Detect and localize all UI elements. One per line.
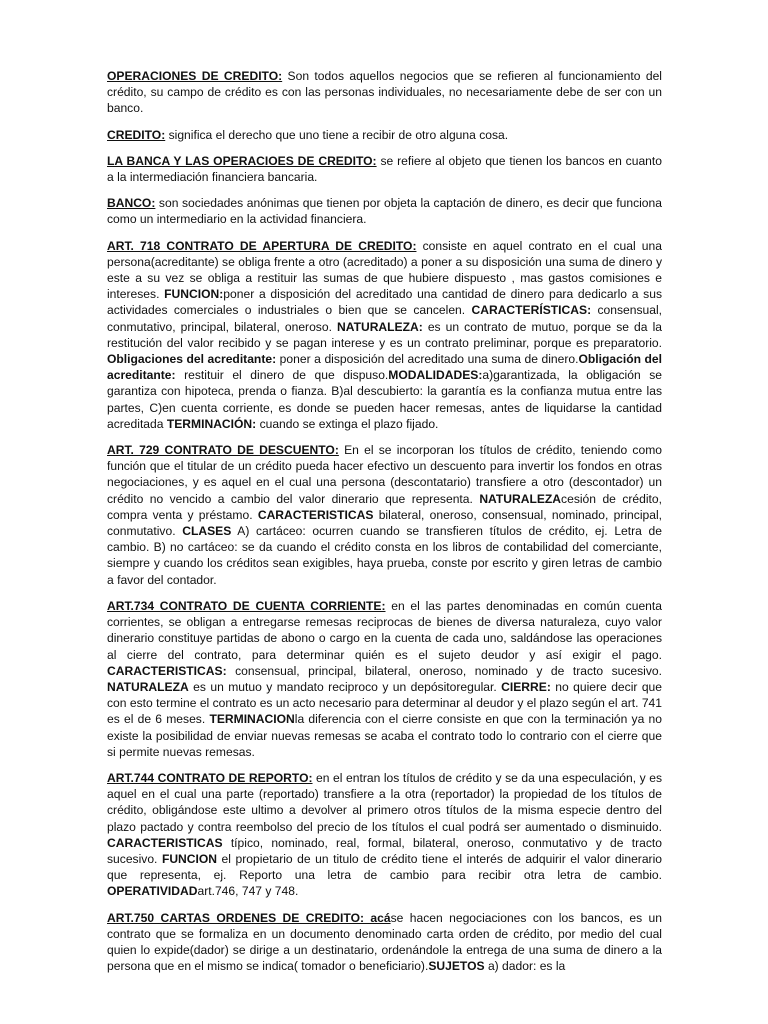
paragraph-art-729: [107, 442, 662, 588]
body-text: no quiere decir que con esto termine el contrato es un acto necesario para determinar al deudor y el plazo según el art. 741 es el de 6 meses.: [107, 679, 662, 727]
body-text: en el las partes denominadas en común cuenta corrientes, se obligan a entregarse remesas reciprocas de bienes de diversa naturaleza, cuyo valor dinerario constituye partidas de abono o cargo en la cuenta de cada uno, saldándose las operaciones al cierre del contrato, para determinar quién es el sujeto deudor y así exigir el pago.: [107, 598, 662, 662]
body-text: a)garantizada, la obligación se garantiza con hipoteca, prenda o fianza. B)al descubierto: la garantía es la confianza mutua entre las partes, C)en cuenta corriente, es donde se pueden hacer remesas, antes de liquidarse la cantidad acreditada: [107, 368, 663, 431]
bold-term: FUNCION: [161, 851, 218, 866]
bold-term: CARACTERISTICAS: [257, 507, 374, 522]
body-text: art.746, 747 y 748.: [197, 884, 299, 899]
bold-term: MODALIDADES:: [388, 368, 483, 383]
body-text: bilateral, oneroso, consensual, nominado, principal, conmutativo.: [107, 507, 663, 539]
bold-term: TERMINACIÓN:: [166, 416, 257, 431]
paragraph-credito: [107, 127, 662, 143]
section-heading: CREDITO:: [107, 127, 166, 142]
body-text: En el se incorporan los títulos de crédito, teniendo como función que el titular de un crédito pueda hacer efectivo un descuento para invertir los fondos en otras negociaciones, y es aquel en el cual una persona (descontatario) transfiere a otro (descontador) un crédito no vencido a cambio del valor dinerario que representa.: [107, 443, 662, 506]
bold-term: CARACTERISTICAS: [107, 835, 223, 850]
section-heading: ART. 729 CONTRATO DE DESCUENTO:: [107, 443, 339, 458]
bold-term: SUJETOS: [428, 959, 485, 974]
body-text: el propietario de un titulo de crédito tiene el interés de adquirir el valor dinerario que representa, ej. Reporto una letra de cambio para recibir otra letra de cambio.: [107, 851, 662, 883]
section-heading: ART. 718 CONTRATO DE APERTURA DE CREDITO:: [107, 238, 417, 253]
body-text: consensual, conmutativo, principal, bilateral, oneroso.: [107, 303, 662, 334]
section-heading: ART.744 CONTRATO DE REPORTO:: [107, 770, 313, 785]
body-text: se refiere al objeto que tienen los bancos en cuanto a la intermediación financiera bancaria.: [107, 153, 662, 185]
body-text: es un mutuo y mandato reciproco y un depósitoregular.: [188, 679, 502, 694]
paragraph-art-744: [107, 770, 662, 900]
bold-term: OPERATIVIDAD: [107, 884, 198, 899]
body-text: cuando se extinga el plazo fijado.: [256, 416, 439, 431]
body-text: restituir el dinero de que dispuso.: [175, 368, 389, 383]
body-text: consensual, principal, bilateral, oneroso, nominado y de tracto sucesivo.: [226, 663, 662, 678]
section-heading: LA BANCA Y LAS OPERACIOES DE CREDITO:: [107, 153, 377, 168]
body-text: A) cartáceo: ocurren cuando se transfieren títulos de crédito, ej. Letra de cambio. B) no cartáceo: se da cuando el crédito consta en los libros de contabilidad del comerciante, siempre y cuando los créditos sean exigibles, haya prueba, conste por escrito y giren letras de cambio a favor del contador.: [107, 524, 662, 587]
body-text: poner a disposición del acreditado una cantidad de dinero para dedicarlo a sus actividades comerciales o industriales o bien que se cancelen.: [107, 287, 662, 318]
bold-term: Obligación del acreditante:: [107, 352, 663, 383]
bold-term: Obligaciones del acreditante:: [107, 352, 277, 367]
bold-term: TERMINACION: [209, 712, 295, 727]
body-text: significa el derecho que uno tiene a recibir de otro alguna cosa.: [165, 127, 509, 142]
bold-term: CIERRE:: [501, 679, 551, 694]
bold-term: CARACTERISTICAS:: [107, 663, 227, 678]
body-text: la diferencia con el cierre consiste en que con la terminación ya no existe la posibilidad de enviar nuevas remesas se acaba el contrato todo lo contrario con el cierre que si permite nuevas remesas.: [107, 712, 663, 759]
body-text: se hacen negociaciones con los bancos, es un contrato que se formaliza en un documento denominado carta orden de crédito, por medio del cual quien lo expide(dador) se dirige a un destinatario, ordenándole la entrega de una suma de dinero a la persona que en el mismo se indica( tomador o beneficiario).: [107, 910, 663, 974]
paragraph-operaciones-de-credito: [107, 68, 662, 117]
section-heading: ART.734 CONTRATO DE CUENTA CORRIENTE:: [107, 598, 386, 613]
body-text: poner a disposición del acreditado una suma de dinero.: [276, 352, 579, 367]
body-text: Son todos aquellos negocios que se refieren al funcionamiento del crédito, su campo de crédito es con las personas individuales, no necesariamente debe de ser con un banco.: [107, 69, 662, 116]
body-text: típico, nominado, real, formal, bilateral, oneroso, conmutativo y de tracto sucesivo.: [107, 835, 662, 866]
body-text: son sociedades anónimas que tienen por objeta la captación de dinero, es decir que funciona como un intermediario en la actividad financiera.: [107, 196, 662, 227]
bold-term: NATURALEZA:: [337, 319, 423, 334]
bold-term: CLASES: [182, 524, 232, 539]
paragraph-art-734: [107, 598, 662, 760]
paragraph-banco: [107, 195, 662, 227]
section-heading: OPERACIONES DE CREDITO:: [107, 69, 283, 83]
bold-term: NATURALEZA: [479, 491, 562, 506]
bold-term: CARACTERÍSTICAS:: [471, 303, 592, 318]
body-text: a) dador: es la: [484, 959, 566, 974]
paragraph-la-banca: [107, 153, 662, 185]
body-text: cesión de crédito, compra venta y préstamo.: [107, 491, 662, 522]
body-text: es un contrato de mutuo, porque se da la restitución del valor recibido y se pagan interese y es un contrato preliminar, porque es preparatorio.: [107, 319, 662, 350]
body-text: en el entran los títulos de crédito y se da una especulación, y es aquel en el cual una parte (reportado) transfiere a la otra (reportador) la propiedad de los títulos de crédito, obligándose este ultimo a devolver al primero otros títulos de la misma especie dentro del plazo pactado y contra reembolso del precio de los títulos el cual podrá ser aumentado o disminuido.: [107, 770, 663, 834]
bold-term: NATURALEZA: [107, 679, 189, 694]
paragraph-art-718: [107, 238, 662, 432]
paragraph-art-750: [107, 910, 662, 975]
body-text: consiste en aquel contrato en el cual una persona(acreditante) se obliga frente a otro (acreditado) a poner a su disposición una suma de dinero y este a su vez se obliga a restituir las sumas de que hubiere dispuesto , mas gastos comisiones e intereses.: [107, 238, 662, 302]
section-heading: BANCO:: [107, 196, 156, 211]
bold-term: FUNCION:: [164, 287, 224, 302]
section-heading: ART.750 CARTAS ORDENES DE CREDITO: acá: [107, 910, 391, 925]
